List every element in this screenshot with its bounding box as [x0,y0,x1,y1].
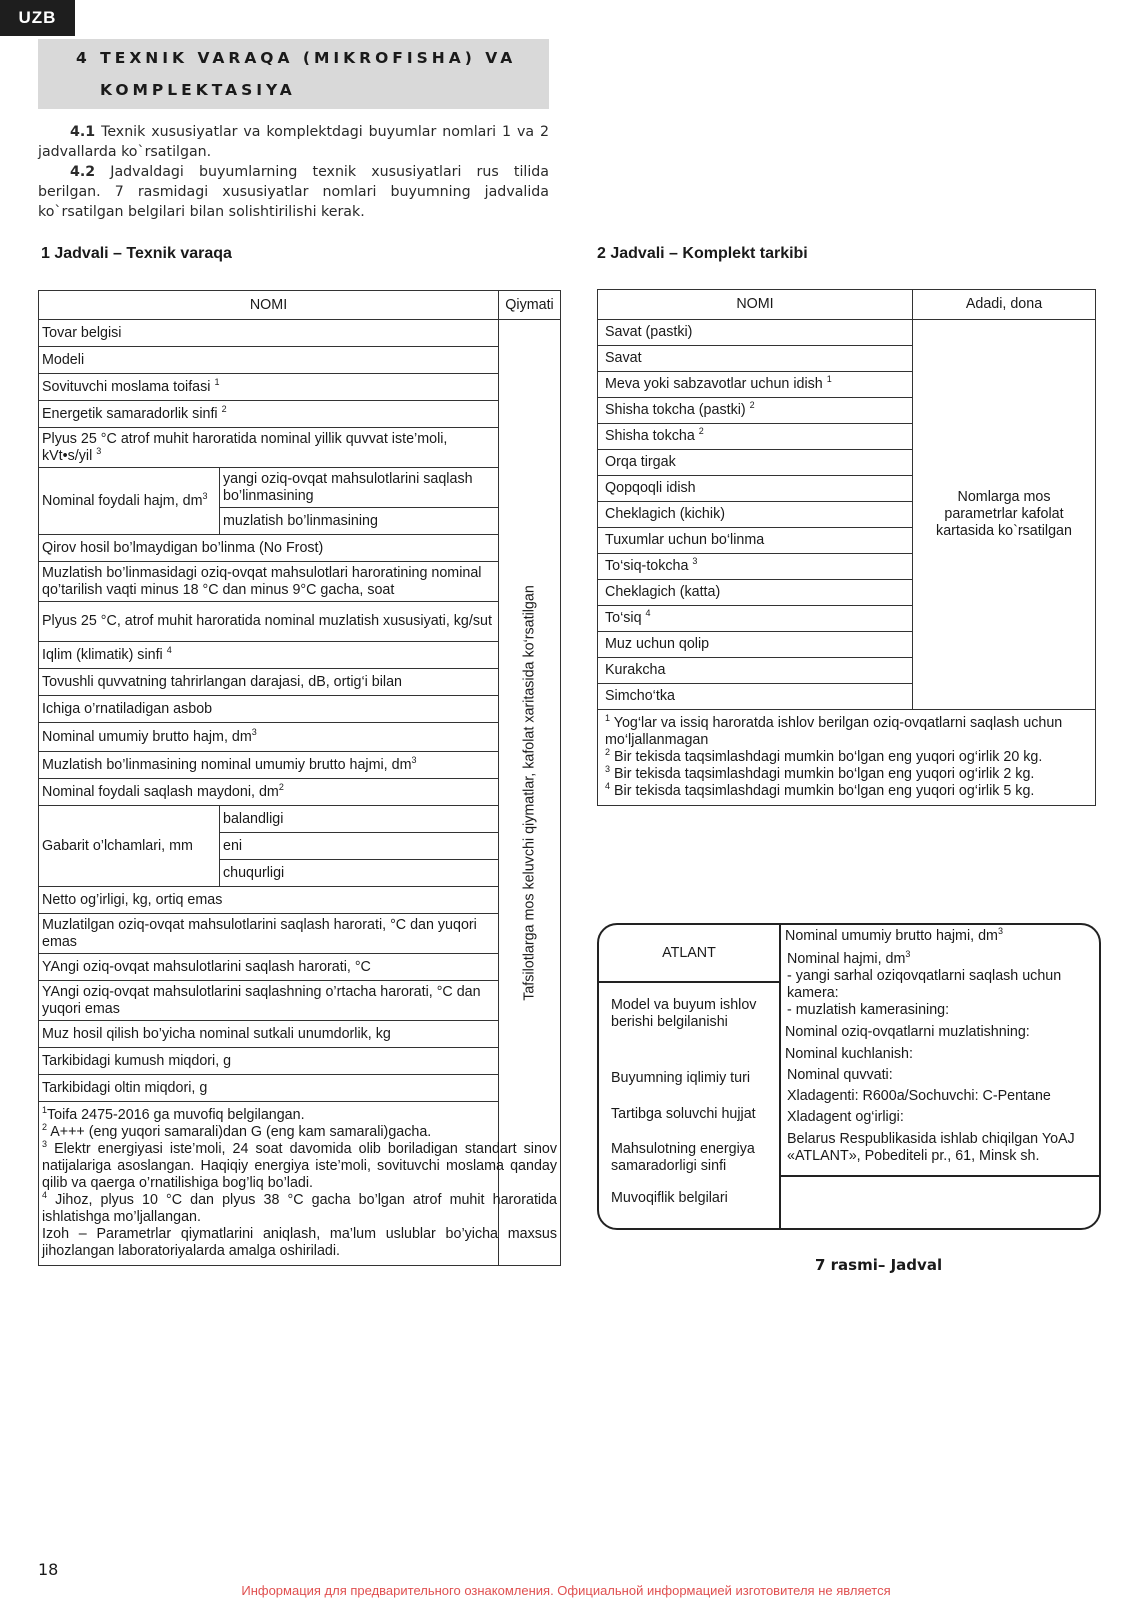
language-tab: UZB [0,0,75,36]
t1-row: Sovituvchi moslama toifasi $^1$ [39,374,499,401]
label-right-item: Nominal umumiy brutto hajmi, $dm^3$ [785,926,1003,944]
t2-item: Kurakcha [598,658,913,684]
t2-item: To‘siq-tokcha $^3$ [598,554,913,580]
product-label-figure [597,923,1101,1230]
t2-header-name: NOMI [598,290,913,320]
page-number: 18 [38,1560,59,1579]
intro-text [38,122,549,222]
table2-caption: 2 Jadvali – Komplekt tarkibi [597,245,808,262]
t1-row: Netto og’irligi, kg, ortiq emas [39,887,499,914]
t2-footnote: $^1$ Yog‘lar va issiq haroratda ishlov berilgan oziq-ovqatlarni saqlash uchun mo‘ljallanmagan [605,713,1063,748]
t1-row: Nominal foydali hajm, $dm^3$ [39,468,220,535]
intro-text-2: Jadvaldagi buyumlarning texnik xususiyatlari rus tilida berilgan. 7 rasmidagi xususiyatlar nomlari buyumning jadvalida ko`rsatilgan belgilari bilan solishtirilishi kerak. [38,164,550,220]
label-right-item: Nominal hajmi, $dm^3$ [787,949,911,967]
t2-item: Savat (pastki) [598,320,913,346]
t2-item: Orqa tirgak [598,450,913,476]
t1-note: Izoh – Parametrlar qiymatlarini aniqlash, ma’lum uslublar bo’yicha maxsus jihozlangan laboratoriyalarda amalga oshiriladi. [42,1226,558,1259]
label-divider [779,1175,1099,1177]
kit-contents-table [597,289,1096,806]
t1-row: YAngi oziq-ovqat mahsulotlarini saqlash harorati, °C [39,954,499,981]
intro-num-2: 4.2 [70,164,96,180]
t1-subrow: yangi oziq-ovqat mahsulotlarini saqlash bo’linmasining [220,468,499,508]
t2-footnote: $^2$ Bir tekisda taqsimlashdagi mumkin bo‘lgan eng yuqori og‘irlik 20 kg. [605,747,1043,765]
t2-item: Muz uchun qolip [598,632,913,658]
t2-item: To‘siq $^4$ [598,606,913,632]
label-right-item: Belarus Respublikasida ishlab chiqilgan YoAJ «ATLANT», Pobediteli pr., 61, Minsk sh. [787,1131,1075,1164]
t1-row: Nominal foydali saqlash maydoni, $dm^2$ [39,779,499,806]
table1-caption: 1 Jadvali – Texnik varaqa [41,245,232,262]
t1-footnote: $^1$Toifa 2475-2016 ga muvofiq belgilangan. [42,1105,305,1123]
t1-subrow: balandligi [220,806,499,833]
section-heading-line2: KOMPLEKTASIYA [100,81,296,99]
t1-subrow: chuqurligi [220,860,499,887]
t1-footnote: $^3$ Elektr energiyasi iste’moli, 24 soat davomida olib boriladigan standart sinov natijalariga asoslangan. Haqiqiy energiya iste’moli, sovituvchi moslama qanday qilib va qaerga o’rnatilishiga bog’liq bo’ladi. [42,1139,558,1191]
t1-footnotes [39,1102,561,1266]
t1-footnote: $^2$ A+++ (eng yuqori samarali)dan G (eng kam samarali)gacha. [42,1122,432,1140]
t1-row: Plyus 25 °C atrof muhit haroratida nominal yillik quvvat iste’moli, kVt•s/yil $^3$ [39,428,499,468]
label-right-item: - muzlatish kamerasining: [787,1002,950,1018]
t1-row: Plyus 25 °C, atrof muhit haroratida nominal muzlatish xususiyati, kg/sut [39,602,499,642]
t2-item: Meva yoki sabzavotlar uchun idish $^1$ [598,372,913,398]
t1-row: Iqlim (klimatik) sinfi $^4$ [39,642,499,669]
t2-item: Shisha tokcha (pastki) $^2$ [598,398,913,424]
label-brand: ATLANT [599,925,779,983]
t1-row: Modeli [39,347,499,374]
label-left-item: Muvoqiflik belgilari [611,1190,728,1206]
t1-row: Tarkibidagi oltin miqdori, g [39,1075,499,1102]
t1-row: YAngi oziq-ovqat mahsulotlarini saqlashning o’rtacha harorati, °C dan yuqori emas [39,981,499,1021]
t1-row: Qirov hosil bo’lmaydigan bo’linma (No Frost) [39,535,499,562]
technical-sheet-table [38,290,561,1266]
t2-footnote: $^4$ Bir tekisda taqsimlashdagi mumkin bo‘lgan eng yuqori og‘irlik 5 kg. [605,781,1035,799]
t1-row: Muzlatish bo’linmasining nominal umumiy brutto hajmi, $dm^3$ [39,752,499,779]
t2-item: Shisha tokcha $^2$ [598,424,913,450]
t1-row: Muz hosil qilish bo’yicha nominal sutkali unumdorlik, kg [39,1021,499,1048]
t1-row: Muzlatilgan oziq-ovqat mahsulotlarini saqlash harorati, °C dan yuqori emas [39,914,499,954]
t2-item: Savat [598,346,913,372]
t1-row: Tarkibidagi kumush miqdori, g [39,1048,499,1075]
t2-footnotes [598,710,1096,806]
label-right-item: Nominal oziq-ovqatlarni muzlatishning: [785,1024,1030,1040]
t1-subrow: eni [220,833,499,860]
section-heading [38,39,549,109]
t1-value-note: Tafsilotlarga mos keluvchi qiymatlar, kafolat xaritasida ko‘rsatilgan [521,584,538,1001]
t1-footnote: $^4$ Jihoz, plyus 10 °C dan plyus 38 °C gacha bo’lgan atrof muhit haroratida ishlatishga mo’ljallangan. [42,1190,557,1225]
intro-paragraph-2 [38,162,549,222]
t1-row: Gabarit o’lchamlari, mm [39,806,220,887]
t1-row: Nominal umumiy brutto hajm, $dm^3$ [39,723,499,752]
t1-value-cell [499,320,561,1266]
t2-item: Cheklagich (kichik) [598,502,913,528]
t1-subrow: muzlatish bo’linmasining [220,508,499,535]
t1-row: Muzlatish bo’linmasidagi oziq-ovqat mahsulotlari haroratining nominal qo’tarilish vaqti minus 18 °C dan minus 9°C gacha, soat [39,562,499,602]
intro-paragraph-1 [38,122,549,162]
t2-item: Cheklagich (katta) [598,580,913,606]
t2-footnote: $^3$ Bir tekisda taqsimlashdagi mumkin bo‘lgan eng yuqori og‘irlik 2 kg. [605,764,1035,782]
t1-header-value: Qiymati [499,291,561,320]
figure-caption: 7 rasmi– Jadval [815,1256,943,1274]
t2-item: Qopqoqli idish [598,476,913,502]
t2-header-qty: Adadi, dona [913,290,1096,320]
label-right-item: Xladagent og‘irligi: [787,1109,904,1125]
t1-header-name: NOMI [39,291,499,320]
label-right-item: Nominal kuchlanish: [785,1046,913,1062]
t2-qty-note: Nomlarga mos parametrlar kafolat kartasida ko`rsatilgan [913,320,1096,710]
label-left-item: Tartibga soluvchi hujjat [611,1106,756,1122]
t1-row: Energetik samaradorlik sinfi $^2$ [39,401,499,428]
t1-row: Ichiga o’rnatiladigan asbob [39,696,499,723]
label-left-item: Mahsulotning energiya samaradorligi sinfi [611,1141,755,1174]
t1-row: Tovushli quvvatning tahrirlangan darajasi, dB, ortig‘i bilan [39,669,499,696]
label-right-item: Nominal quvvati: [787,1067,893,1083]
disclaimer-watermark: Информация для предварительного ознакомления. Официальной информацией изготовителя не является [241,1583,891,1598]
section-heading-line1: 4 TEXNIK VARAQA (MIKROFISHA) VA [76,49,517,67]
label-right-item: Xladagenti: R600a/Sochuvchi: C-Pentane [787,1088,1051,1104]
label-right-item: - yangi sarhal oziqovqatlarni saqlash uchun kamera: [787,968,1062,1001]
t2-item: Simcho‘tka [598,684,913,710]
intro-text-1: Texnik xususiyatlar va komplektdagi buyumlar nomlari 1 va 2 jadvallarda ko`rsatilgan. [38,124,549,160]
label-left-item: Buyumning iqlimiy turi [611,1070,751,1086]
intro-num-1: 4.1 [70,124,96,140]
label-left-item: Model va buyum ishlov berishi belgilanishi [611,997,757,1030]
t2-item: Tuxumlar uchun bo‘linma [598,528,913,554]
t1-row: Tovar belgisi [39,320,499,347]
